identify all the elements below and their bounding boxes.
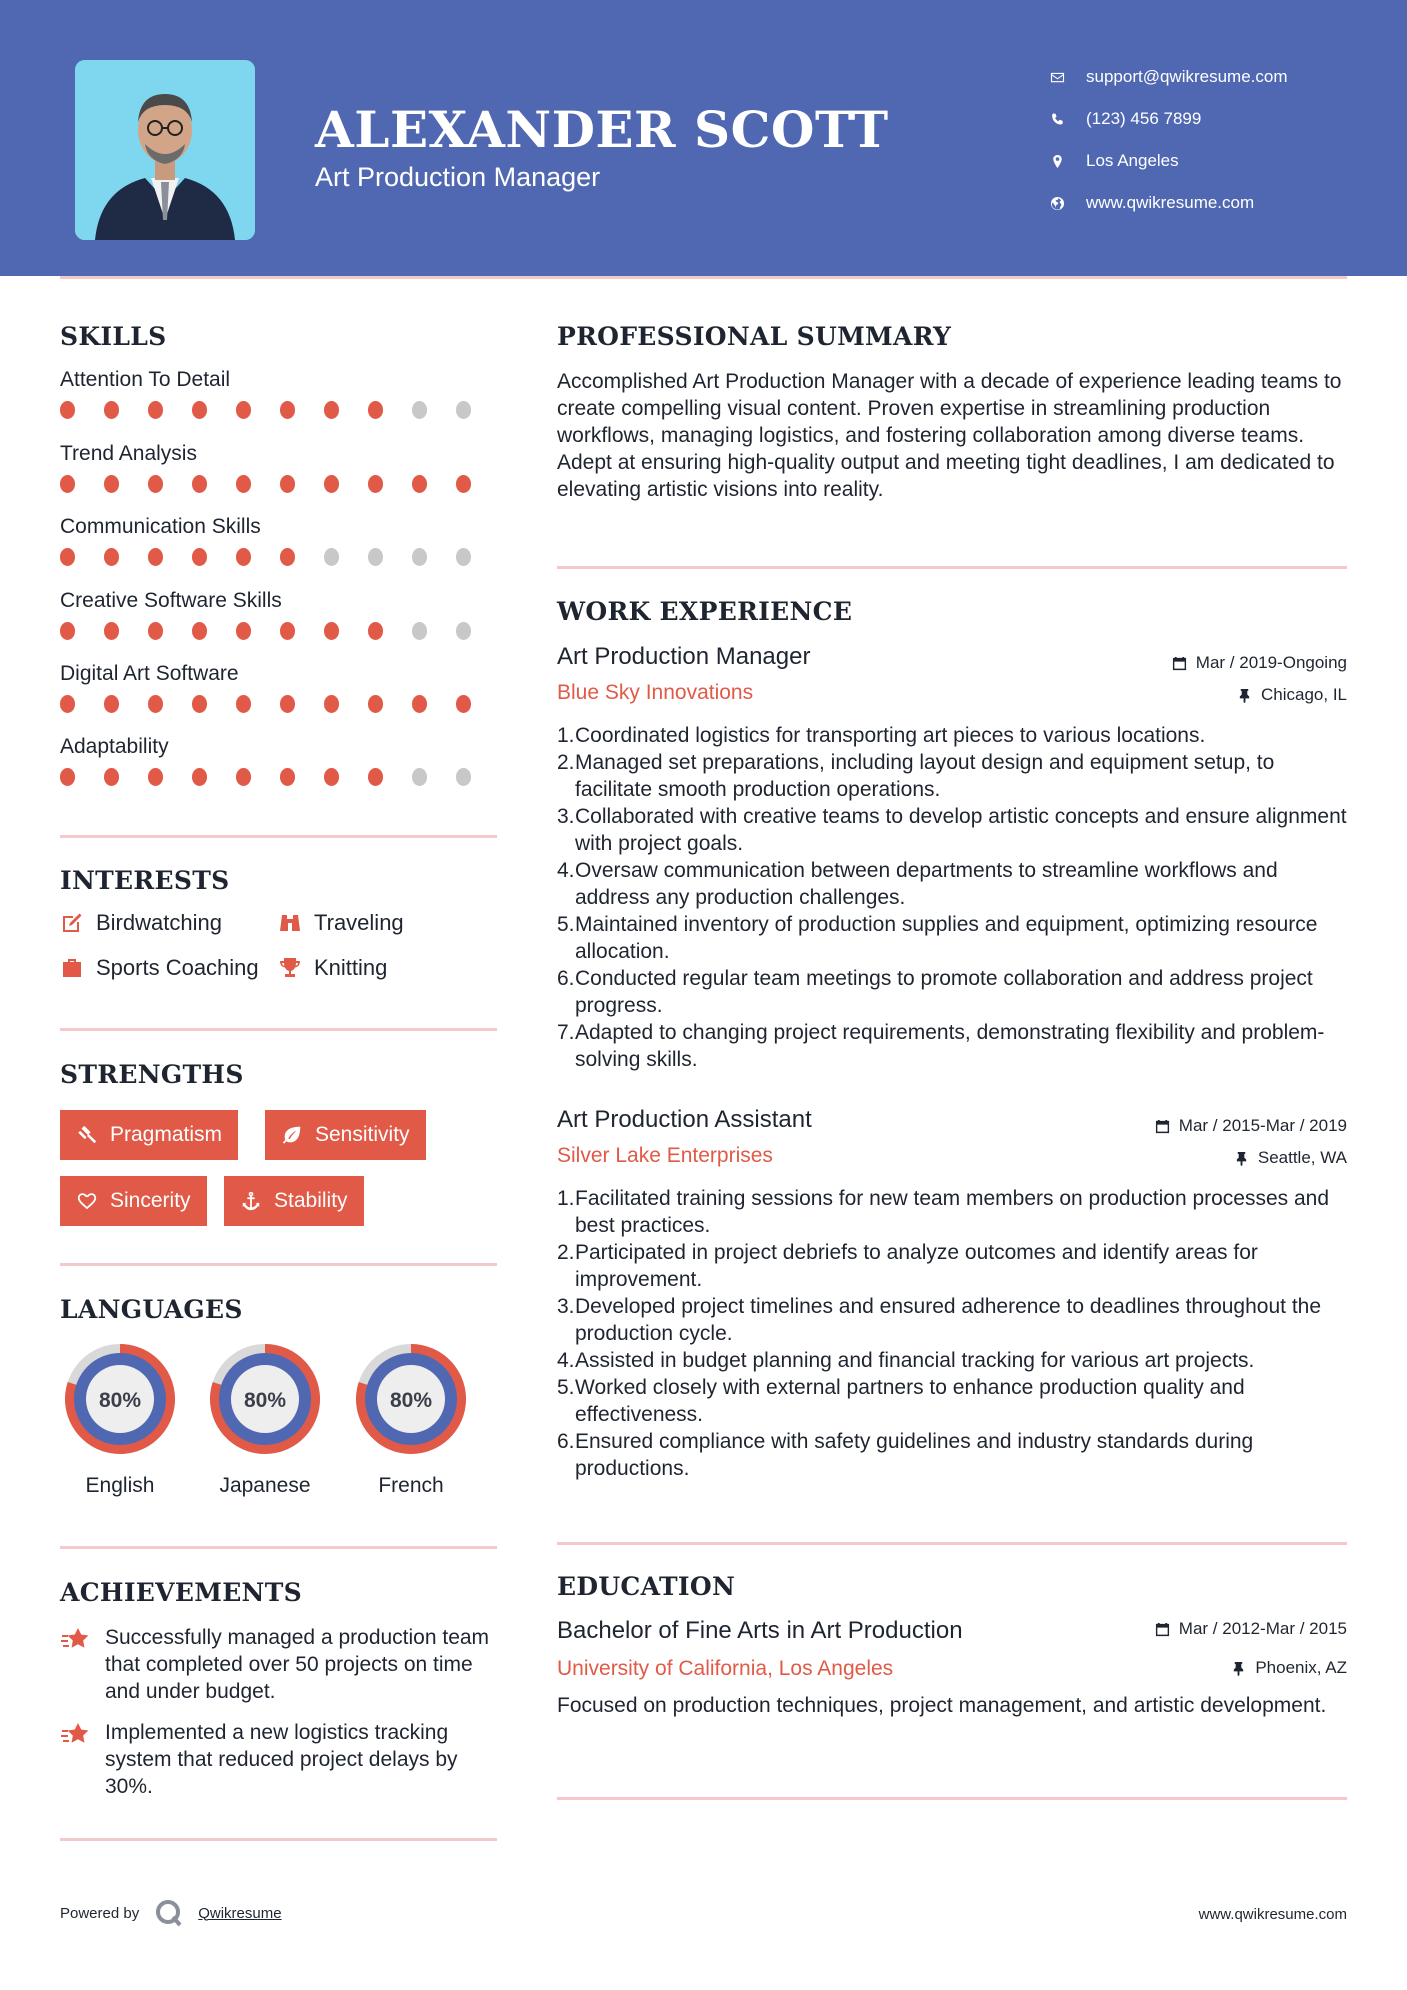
rating-dot-filled <box>192 695 207 713</box>
interest-label: Birdwatching <box>96 910 222 935</box>
ring-percent-label: 80% <box>243 1389 287 1412</box>
bullet-text: Maintained inventory of production supplies and equipment, optimizing resource allocation. <box>575 913 1318 963</box>
job-bullet <box>557 1019 1352 1073</box>
interest-label: Traveling <box>314 910 404 935</box>
contact-phone[interactable] <box>1050 98 1288 140</box>
rating-dot-filled <box>148 622 163 640</box>
bullet-number: 3. <box>557 1295 575 1318</box>
job-location-text: Chicago, IL <box>1261 685 1347 704</box>
job-bullet <box>557 722 1352 749</box>
achievement-text: Implemented a new logistics tracking system that reduced project delays by 30%. <box>105 1721 458 1798</box>
rating-dot-filled <box>60 695 75 713</box>
rating-dot-filled <box>280 695 295 713</box>
skill-label: Digital Art Software <box>60 662 239 685</box>
bullet-text: Oversaw communication between departments to streamline workflows and address any production challenges. <box>575 859 1278 909</box>
pushpin-icon <box>1237 688 1252 703</box>
bullet-text: Adapted to changing project requirements, demonstrating flexibility and problem-solving skills. <box>575 1021 1325 1071</box>
job-title: Art Production Assistant <box>557 1106 812 1133</box>
bullet-text: Worked closely with external partners to enhance production quality and effectiveness. <box>575 1376 1245 1426</box>
bullet-number: 4. <box>557 1349 575 1372</box>
rating-dot-filled <box>236 695 251 713</box>
leaf-icon <box>281 1124 303 1146</box>
section-divider <box>557 1542 1347 1545</box>
skill-rating <box>60 475 500 493</box>
contact-location <box>1050 140 1288 182</box>
rating-dot-empty <box>412 401 427 419</box>
language-ring <box>59 1338 181 1460</box>
job-location-text: Seattle, WA <box>1257 1148 1347 1167</box>
section-divider <box>557 1797 1347 1800</box>
interest-item <box>60 955 259 981</box>
education-title: EDUCATION <box>557 1572 736 1601</box>
qwikresume-link[interactable]: Qwikresume <box>198 1904 282 1922</box>
rating-dot-filled <box>60 401 75 419</box>
interest-item <box>278 910 404 936</box>
bullet-text: Ensured compliance with safety guidelines and industry standards during productions. <box>575 1430 1254 1480</box>
ring-percent-label: 80% <box>389 1389 433 1412</box>
achievement-text: Successfully managed a production team that completed over 50 projects on time and under budget. <box>105 1626 490 1703</box>
footer-site[interactable]: www.qwikresume.com <box>1198 1906 1347 1923</box>
bullet-number: 6. <box>557 1430 575 1453</box>
language-label: French <box>378 1474 444 1497</box>
rating-dot-filled <box>368 695 383 713</box>
rating-dot-filled <box>148 401 163 419</box>
job-dates <box>1155 1116 1347 1136</box>
powered-by-text: Powered by <box>60 1904 140 1922</box>
rating-dot-empty <box>456 548 471 566</box>
skill-rating <box>60 548 500 566</box>
contact-phone-text: (123) 456 7899 <box>1086 109 1202 128</box>
rating-dot-filled <box>236 622 251 640</box>
rating-dot-filled <box>412 475 427 493</box>
language-label: English <box>85 1474 155 1497</box>
language-item <box>59 1338 181 1498</box>
bullet-text: Conducted regular team meetings to promote collaboration and address project progress. <box>575 967 1313 1017</box>
rating-dot-filled <box>456 695 471 713</box>
skills-title: SKILLS <box>60 322 167 351</box>
phone-icon <box>1050 112 1086 127</box>
job-location <box>1234 1148 1347 1168</box>
contact-website[interactable] <box>1050 182 1288 224</box>
bullet-text: Assisted in budget planning and financial tracking for various art projects. <box>575 1349 1255 1372</box>
skill-item <box>60 588 500 640</box>
skill-item <box>60 441 500 493</box>
bullet-number: 1. <box>557 724 575 747</box>
section-divider <box>60 1028 497 1031</box>
rating-dot-filled <box>456 475 471 493</box>
job-bullet <box>557 965 1352 1019</box>
bullet-text: Facilitated training sessions for new team members on production processes and best practices. <box>575 1187 1330 1237</box>
star-badge-icon <box>60 1721 92 1749</box>
bullet-text: Collaborated with creative teams to develop artistic concepts and ensure alignment with project goals. <box>575 805 1347 855</box>
rating-dot-filled <box>236 548 251 566</box>
calendar-icon <box>1172 656 1187 671</box>
rating-dot-filled <box>324 622 339 640</box>
job-title: Art Production Manager <box>557 643 811 670</box>
rating-dot-filled <box>236 768 251 786</box>
job-bullets <box>557 722 1352 1073</box>
contact-email-text: support@qwikresume.com <box>1086 67 1288 86</box>
languages-title: LANGUAGES <box>60 1295 243 1324</box>
rating-dot-filled <box>60 622 75 640</box>
rating-dot-filled <box>236 401 251 419</box>
rating-dot-filled <box>104 768 119 786</box>
rating-dot-filled <box>192 475 207 493</box>
ring-percent-label: 80% <box>98 1389 142 1412</box>
rating-dot-filled <box>368 475 383 493</box>
skill-label: Creative Software Skills <box>60 589 282 612</box>
job-bullet <box>557 857 1352 911</box>
rating-dot-filled <box>104 475 119 493</box>
interest-item <box>278 955 387 981</box>
strength-label: Sensitivity <box>315 1123 410 1146</box>
strengths-title: STRENGTHS <box>60 1060 244 1089</box>
envelope-icon <box>1050 70 1086 85</box>
skill-label: Trend Analysis <box>60 442 197 465</box>
interests-title: INTERESTS <box>60 866 230 895</box>
rating-dot-filled <box>368 768 383 786</box>
rating-dot-filled <box>280 401 295 419</box>
rating-dot-filled <box>324 401 339 419</box>
rating-dot-filled <box>236 475 251 493</box>
bullet-number: 6. <box>557 967 575 990</box>
rating-dot-empty <box>456 768 471 786</box>
job-bullet <box>557 1428 1352 1482</box>
rating-dot-filled <box>412 695 427 713</box>
section-divider <box>60 1263 497 1266</box>
skill-item <box>60 514 500 566</box>
profile-photo <box>75 60 255 240</box>
job-dates <box>1172 653 1347 673</box>
section-divider <box>60 835 497 838</box>
rating-dot-filled <box>60 768 75 786</box>
globe-icon <box>1050 196 1086 211</box>
education-degree: Bachelor of Fine Arts in Art Production <box>557 1617 963 1644</box>
job-bullet <box>557 911 1352 965</box>
rating-dot-filled <box>60 475 75 493</box>
bullet-text: Developed project timelines and ensured adherence to deadlines throughout the production cycle. <box>575 1295 1322 1345</box>
bullet-number: 2. <box>557 751 575 774</box>
candidate-role: Art Production Manager <box>315 162 601 192</box>
skill-rating <box>60 401 500 419</box>
strength-label: Pragmatism <box>110 1123 223 1146</box>
footer-powered-by <box>60 1898 282 1928</box>
job-bullet <box>557 1347 1352 1374</box>
rating-dot-filled <box>280 475 295 493</box>
skill-rating <box>60 622 500 640</box>
bullet-number: 7. <box>557 1021 575 1044</box>
job-company: Silver Lake Enterprises <box>557 1144 773 1167</box>
rating-dot-filled <box>104 401 119 419</box>
rating-dot-empty <box>412 622 427 640</box>
achievements-title: ACHIEVEMENTS <box>60 1578 302 1607</box>
rating-dot-filled <box>324 768 339 786</box>
rating-dot-filled <box>148 695 163 713</box>
rating-dot-filled <box>280 548 295 566</box>
strength-tag <box>265 1110 426 1160</box>
rating-dot-filled <box>148 548 163 566</box>
anchor-icon <box>240 1190 262 1212</box>
bullet-number: 5. <box>557 1376 575 1399</box>
rating-dot-filled <box>104 695 119 713</box>
rating-dot-filled <box>280 768 295 786</box>
skill-label: Attention To Detail <box>60 368 231 391</box>
strength-tag <box>60 1176 207 1226</box>
language-ring <box>350 1338 472 1460</box>
rating-dot-empty <box>412 768 427 786</box>
language-label: Japanese <box>219 1474 311 1497</box>
contact-list <box>1050 56 1288 224</box>
rating-dot-empty <box>456 622 471 640</box>
gavel-icon <box>76 1124 98 1146</box>
bullet-number: 1. <box>557 1187 575 1210</box>
contact-location-text: Los Angeles <box>1086 151 1179 170</box>
rating-dot-filled <box>192 768 207 786</box>
rating-dot-filled <box>104 622 119 640</box>
education-dates-text: Mar / 2012-Mar / 2015 <box>1178 1619 1347 1638</box>
interest-item <box>60 910 222 936</box>
contact-email[interactable] <box>1050 56 1288 98</box>
rating-dot-filled <box>104 548 119 566</box>
language-ring <box>204 1338 326 1460</box>
rating-dot-filled <box>192 401 207 419</box>
section-divider <box>60 1546 497 1549</box>
header-divider <box>60 276 1347 279</box>
education-text: Focused on production techniques, project management, and artistic development. <box>557 1694 1327 1717</box>
summary-title: PROFESSIONAL SUMMARY <box>557 322 952 351</box>
job-location <box>1237 685 1347 705</box>
job-bullet <box>557 1374 1352 1428</box>
skill-label: Adaptability <box>60 735 169 758</box>
section-divider <box>60 1838 497 1841</box>
bullet-number: 2. <box>557 1241 575 1264</box>
job-bullet <box>557 1239 1352 1293</box>
heart-icon <box>76 1190 98 1212</box>
job-bullet <box>557 1185 1352 1239</box>
rating-dot-filled <box>368 401 383 419</box>
skill-rating <box>60 768 500 786</box>
pushpin-icon <box>1234 1151 1249 1166</box>
rating-dot-empty <box>456 401 471 419</box>
bullet-number: 4. <box>557 859 575 882</box>
job-bullet <box>557 749 1352 803</box>
map-pin-icon <box>1050 154 1086 169</box>
skill-item <box>60 367 500 419</box>
calendar-icon <box>1155 1119 1170 1134</box>
pushpin-icon <box>1231 1661 1246 1676</box>
candidate-name: ALEXANDER SCOTT <box>315 100 889 159</box>
achievement-item <box>60 1624 500 1705</box>
section-divider <box>557 566 1347 569</box>
rating-dot-filled <box>148 475 163 493</box>
interest-label: Sports Coaching <box>96 955 259 980</box>
contact-website-text: www.qwikresume.com <box>1086 193 1255 212</box>
job-bullet <box>557 1293 1352 1347</box>
strength-tag <box>224 1176 364 1226</box>
skill-item <box>60 734 500 786</box>
rating-dot-filled <box>60 548 75 566</box>
calendar-icon <box>1155 1622 1170 1637</box>
rating-dot-filled <box>148 768 163 786</box>
rating-dot-empty <box>368 548 383 566</box>
language-item <box>204 1338 326 1498</box>
bullet-text: Managed set preparations, including layout design and equipment setup, to facilitate smooth production operations. <box>575 751 1275 801</box>
rating-dot-filled <box>324 475 339 493</box>
rating-dot-filled <box>192 548 207 566</box>
education-dates <box>1155 1619 1347 1639</box>
rating-dot-filled <box>368 622 383 640</box>
education-location-text: Phoenix, AZ <box>1255 1658 1347 1677</box>
pencil-square-icon <box>60 911 84 935</box>
strength-tag <box>60 1110 238 1160</box>
education-school: University of California, Los Angeles <box>557 1657 894 1680</box>
interest-label: Knitting <box>314 955 388 980</box>
rating-dot-filled <box>324 695 339 713</box>
language-item <box>350 1338 472 1498</box>
summary-text: Accomplished Art Production Manager with a decade of experience leading teams to create compelling visual content. Proven expertise in streamlining production workflows, managing logistics, and fostering collaboration among diverse teams. Adept at ensuring high-quality output and meeting tight deadlines, I am dedicated to elevating artistic visions into reality. <box>557 370 1342 501</box>
bullet-text: Participated in project debriefs to analyze outcomes and identify areas for improvement. <box>575 1241 1258 1291</box>
skill-label: Communication Skills <box>60 515 261 538</box>
job-bullets <box>557 1185 1352 1482</box>
strength-label: Stability <box>274 1189 348 1212</box>
education-location <box>1231 1658 1347 1678</box>
bullet-text: Coordinated logistics for transporting art pieces to various locations. <box>575 724 1206 747</box>
rating-dot-filled <box>192 622 207 640</box>
trophy-icon <box>278 956 302 980</box>
skill-rating <box>60 695 500 713</box>
job-dates-text: Mar / 2019-Ongoing <box>1195 653 1347 672</box>
job-bullet <box>557 803 1352 857</box>
briefcase-icon <box>60 956 84 980</box>
strength-label: Sincerity <box>110 1189 191 1212</box>
bullet-number: 5. <box>557 913 575 936</box>
skill-item <box>60 661 500 713</box>
achievement-item <box>60 1719 500 1800</box>
star-badge-icon <box>60 1626 92 1654</box>
job-company: Blue Sky Innovations <box>557 681 754 704</box>
experience-title: WORK EXPERIENCE <box>557 597 853 626</box>
rating-dot-filled <box>280 622 295 640</box>
bullet-number: 3. <box>557 805 575 828</box>
qwikresume-logo-icon <box>154 1898 184 1928</box>
job-dates-text: Mar / 2015-Mar / 2019 <box>1178 1116 1347 1135</box>
binoculars-icon <box>278 911 302 935</box>
rating-dot-empty <box>412 548 427 566</box>
rating-dot-empty <box>324 548 339 566</box>
